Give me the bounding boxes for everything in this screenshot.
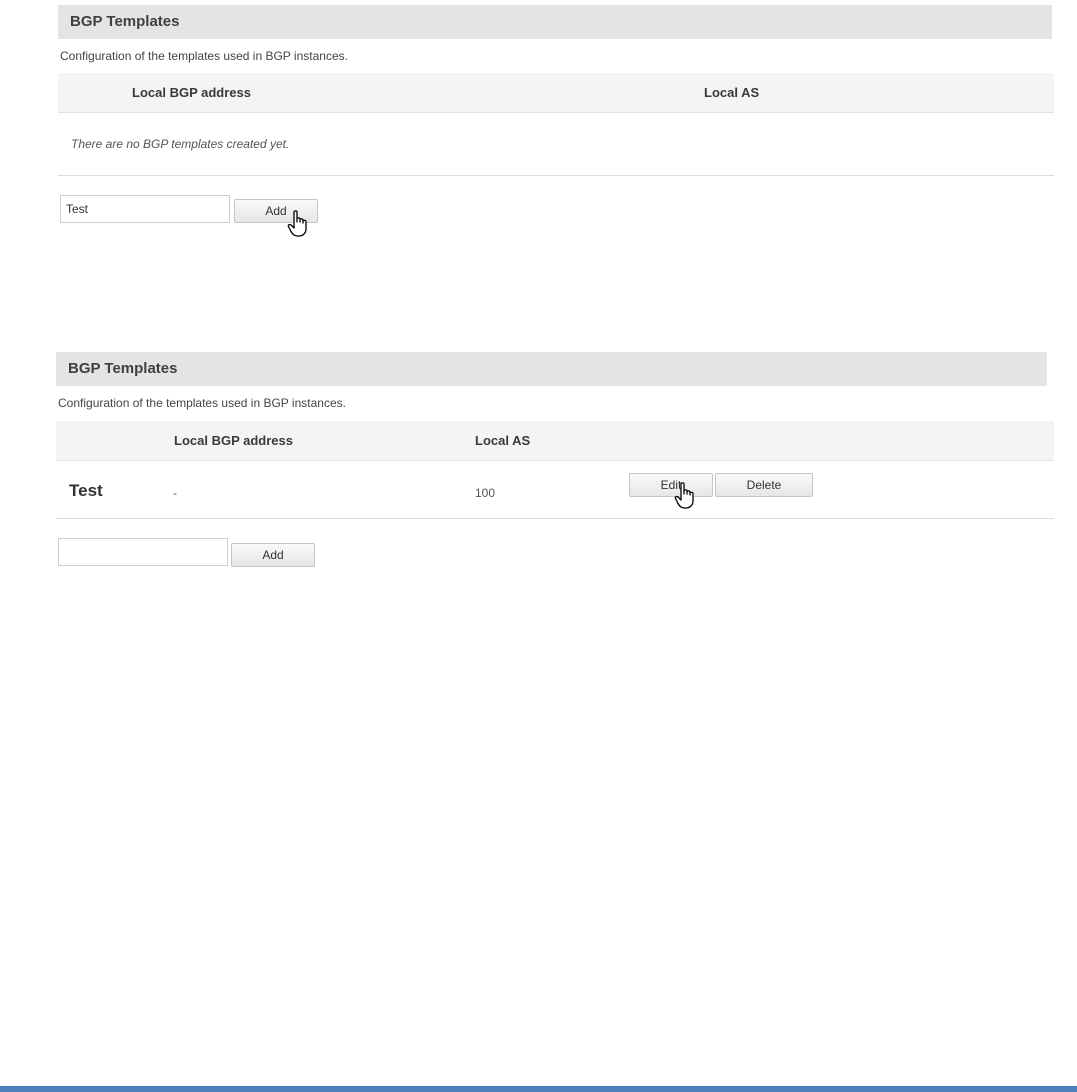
template-name-input[interactable] bbox=[58, 538, 228, 566]
template-name: Test bbox=[69, 481, 103, 500]
table-header bbox=[56, 421, 1054, 461]
table-header bbox=[58, 73, 1054, 113]
column-header-local-bgp-address: Local BGP address bbox=[174, 433, 293, 448]
add-button[interactable]: Add bbox=[234, 199, 318, 223]
template-name-input[interactable] bbox=[60, 195, 230, 223]
add-button[interactable]: Add bbox=[231, 543, 315, 567]
panel-title: BGP Templates bbox=[56, 352, 1047, 386]
hand-pointer-cursor-icon bbox=[286, 209, 312, 239]
column-header-local-as: Local AS bbox=[704, 85, 760, 100]
panel-description: Configuration of the templates used in BGP instances. bbox=[58, 396, 346, 410]
delete-button[interactable]: Delete bbox=[715, 473, 813, 497]
column-header-local-bgp-address: Local BGP address bbox=[132, 85, 251, 100]
bgp-templates-panel-populated bbox=[0, 345, 1077, 585]
bgp-templates-panel-empty bbox=[0, 0, 1077, 260]
panel-description: Configuration of the templates used in BGP instances. bbox=[60, 49, 348, 63]
column-header-local-as: Local AS bbox=[475, 433, 531, 448]
empty-message: There are no BGP templates created yet. bbox=[71, 137, 290, 151]
hand-pointer-cursor-icon bbox=[673, 481, 699, 511]
table-empty-row bbox=[58, 113, 1054, 176]
local-as-value: 100 bbox=[475, 486, 496, 500]
bottom-accent-bar bbox=[0, 1086, 1077, 1092]
panel-title: BGP Templates bbox=[58, 5, 1052, 39]
local-bgp-address-value: - bbox=[173, 486, 177, 500]
edit-button[interactable]: Edit bbox=[629, 473, 713, 497]
table-row bbox=[56, 461, 1054, 519]
